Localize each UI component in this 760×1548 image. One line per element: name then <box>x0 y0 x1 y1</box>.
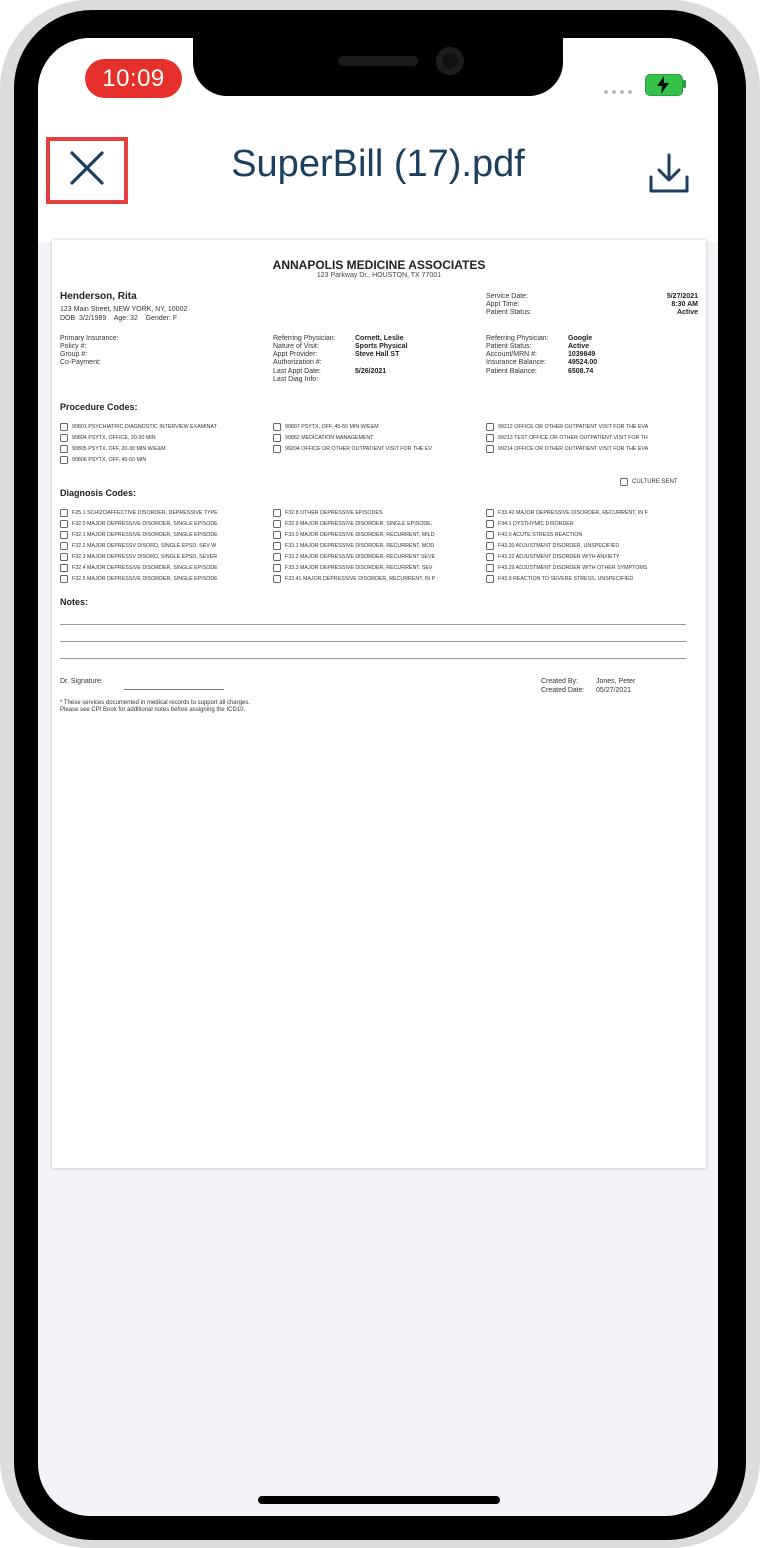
account-value: Active <box>568 343 590 350</box>
footnote: * These services documented in medical records to support all charges. <box>60 700 250 706</box>
checkbox[interactable] <box>486 445 494 453</box>
procedure-code-item[interactable]: 99214 OFFICE OR OTHER OUTPATIENT VISIT FOR THE EVA <box>486 444 648 454</box>
checkbox[interactable] <box>273 564 281 572</box>
checkbox[interactable] <box>60 520 68 528</box>
screen <box>38 38 718 1516</box>
procedure-code-item[interactable]: 90805 PSYTX, OFF, 20-30 MIN W/E&M <box>60 444 166 454</box>
service-label: Service Date: <box>486 293 529 300</box>
diagnosis-code-item[interactable]: F33.0 MAJOR DEPRESSIVE DISORDER, RECURRENT, MILD <box>273 530 435 540</box>
diagnosis-code-item[interactable]: F43.9 REACTION TO SEVERE STRESS, UNSPECIFIED <box>486 574 633 584</box>
checkbox[interactable] <box>273 520 281 528</box>
service-label: Patient Status: <box>486 309 532 316</box>
diagnosis-code-item[interactable]: F33.41 MAJOR DEPRESSIVE DISORDER, RECURRENT, IN P <box>273 574 435 584</box>
checkbox[interactable] <box>273 575 281 583</box>
download-button[interactable] <box>645 149 693 197</box>
close-button[interactable] <box>66 147 108 189</box>
notes-line <box>60 624 686 625</box>
patient-dob: DOB 3/2/1989 Age: 32 Gender: F <box>60 315 178 322</box>
checkbox[interactable] <box>486 564 494 572</box>
procedure-code-item[interactable]: 90862 MEDICATION MANAGEMENT <box>273 433 374 443</box>
pdf-viewer-header <box>38 130 718 242</box>
speaker-grille <box>338 56 418 66</box>
service-value: 5/27/2021 <box>666 293 698 300</box>
checkbox[interactable] <box>60 423 68 431</box>
checkbox[interactable] <box>273 553 281 561</box>
referring-value: 5/26/2021 <box>355 368 387 375</box>
account-label: Patient Balance: <box>486 368 537 375</box>
notes-heading: Notes: <box>60 597 89 607</box>
download-icon <box>645 149 693 197</box>
referring-label: Last Appt Date: <box>273 368 321 375</box>
home-indicator[interactable] <box>258 1496 500 1504</box>
culture-sent-checkbox[interactable]: CULTURE SENT <box>620 477 678 487</box>
referring-value: Steve Hall ST <box>355 351 400 358</box>
checkbox[interactable] <box>60 531 68 539</box>
diagnosis-code-item[interactable]: F33.2 MAJOR DEPRESSIVE DISORDER, RECURRENT SEVE <box>273 552 435 562</box>
practice-address: 123 Parkway Dr., HOUSTON, TX 77001 <box>316 272 442 279</box>
checkbox[interactable] <box>273 445 281 453</box>
diagnosis-code-item[interactable]: F32.3 MAJOR DEPRESSV DISORD, SINGLE EPSD, SEVER <box>60 552 217 562</box>
account-label: Patient Status: <box>486 343 532 350</box>
service-value: 8:30 AM <box>671 301 698 308</box>
footnote: Please see CPI Book for additional notes before assigning the ICD10. <box>60 707 246 713</box>
insurance-label: Primary Insurance: <box>60 335 119 342</box>
insurance-label: Group #: <box>60 351 88 358</box>
practice-name: ANNAPOLIS MEDICINE ASSOCIATES <box>272 258 486 272</box>
diagnosis-code-item[interactable]: F33.3 MAJOR DEPRESSIVE DISORDER, RECURRENT, SEV <box>273 563 432 573</box>
checkbox[interactable] <box>273 509 281 517</box>
checkbox[interactable] <box>486 520 494 528</box>
status-bar <box>38 38 718 130</box>
page-title: SuperBill (17).pdf <box>231 143 525 185</box>
diagnosis-code-item[interactable]: F32.8 OTHER DEPRESSIVE EPISODES <box>273 508 382 518</box>
diagnosis-code-item[interactable]: F32.1 MAJOR DEPRESSIVE DISORDER, SINGLE EPISODE <box>60 530 218 540</box>
status-time[interactable]: 10:09 <box>85 59 182 98</box>
checkbox[interactable] <box>486 434 494 442</box>
checkbox[interactable] <box>486 531 494 539</box>
created-date-value: 05/27/2021 <box>596 687 632 694</box>
referring-label: Referring Physician: <box>273 335 336 342</box>
diagnosis-code-item[interactable]: F43.22 ADJUSTMENT DISORDER WITH ANXIETY <box>486 552 619 562</box>
patient-name: Henderson, Rita <box>60 291 137 302</box>
insurance-label: Co-Payment: <box>60 359 101 366</box>
procedure-code-item[interactable]: 90804 PSYTX, OFFICE, 20-30 MIN <box>60 433 156 443</box>
insurance-label: Policy #: <box>60 343 87 350</box>
checkbox[interactable] <box>60 564 68 572</box>
diagnosis-code-item[interactable]: F32.0 MAJOR DEPRESSIVE DISORDER, SINGLE EPISODE <box>60 519 218 529</box>
referring-label: Last Diag Info: <box>273 376 319 383</box>
checkbox[interactable] <box>486 509 494 517</box>
procedure-code-item[interactable]: 99212 OFFICE OR OTHER OUTPATIENT VISIT FOR THE EVA <box>486 422 648 432</box>
signature-line <box>124 689 224 690</box>
notes-line <box>60 641 686 642</box>
procedure-code-item[interactable]: 99213 TEST OFFICE OR OTHER OUTPATIENT VISIT FOR TH <box>486 433 648 443</box>
checkbox[interactable] <box>273 423 281 431</box>
procedure-code-item[interactable]: 90801 PSYCHIATRIC DIAGNOSTIC INTERVIEW EXAMINAT <box>60 422 217 432</box>
account-label: Account/MRN #: <box>486 351 537 358</box>
diagnosis-code-item[interactable]: F34.1 DYSTHYMIC DISORDER <box>486 519 574 529</box>
front-camera <box>436 47 464 75</box>
created-by-label: Created By: <box>541 678 578 685</box>
checkbox[interactable] <box>60 456 68 464</box>
checkbox[interactable] <box>486 553 494 561</box>
close-icon <box>66 147 108 189</box>
account-value: 1039849 <box>568 351 596 358</box>
diagnosis-code-item[interactable]: F32.9 MAJOR DEPRESSIVE DISORDER, SINGLE EPISODE, <box>273 519 432 529</box>
diagnosis-code-item[interactable]: F33.1 MAJOR DEPRESSIVE DISORDER, RECURRENT, MOD <box>273 541 434 551</box>
notch <box>193 38 563 96</box>
notes-line <box>60 658 686 659</box>
checkbox[interactable] <box>273 531 281 539</box>
service-label: Appt Time: <box>486 301 520 308</box>
diagnosis-code-item[interactable]: F43.0 ACUTE STRESS REACTION <box>486 530 582 540</box>
account-label: Insurance Balance: <box>486 359 546 366</box>
checkbox[interactable] <box>486 575 494 583</box>
battery-tip <box>683 80 686 88</box>
checkbox[interactable] <box>60 575 68 583</box>
signal-icon <box>604 90 634 96</box>
checkbox[interactable] <box>60 553 68 561</box>
pdf-page[interactable] <box>52 240 706 1168</box>
checkbox[interactable] <box>486 423 494 431</box>
account-value: Google <box>568 335 593 342</box>
referring-label: Nature of Visit: <box>273 343 319 350</box>
checkbox[interactable] <box>273 434 281 442</box>
service-value: Active <box>676 309 698 316</box>
checkbox[interactable] <box>273 542 281 550</box>
referring-value: Cornett, Leslie <box>355 335 404 342</box>
diagnosis-codes-heading: Diagnosis Codes: <box>60 488 137 498</box>
referring-value: Sports Physical <box>355 343 408 350</box>
procedure-code-item[interactable]: 99204 OFFICE OR OTHER OUTPATIENT VISIT FOR THE EV <box>273 444 432 454</box>
signature-label: Dr. Signature: <box>60 678 103 685</box>
diagnosis-code-item[interactable]: F32.5 MAJOR DEPRESSIVE DISORDER, SINGLE EPISODE <box>60 574 218 584</box>
referring-label: Authorization #: <box>273 359 322 366</box>
checkbox[interactable] <box>60 445 68 453</box>
diagnosis-code-item[interactable]: F43.29 ADJUSTMENT DISORDER WITH OTHER SYMPTOMS <box>486 563 647 573</box>
patient-address: 123 Main Street, NEW YORK, NY, 10002 <box>60 306 188 313</box>
checkbox[interactable] <box>60 509 68 517</box>
procedure-codes-heading: Procedure Codes: <box>60 402 138 412</box>
checkbox[interactable] <box>486 542 494 550</box>
procedure-code-item[interactable]: 90807 PSYTX, OFF, 45-50 MIN W/E&M <box>273 422 379 432</box>
checkbox[interactable] <box>60 434 68 442</box>
procedure-code-item[interactable]: 90806 PSYTX, OFF, 45-50 MIN <box>60 455 146 465</box>
diagnosis-code-item[interactable]: F33.42 MAJOR DEPRESSIVE DISORDER, RECURRENT, IN F <box>486 508 648 518</box>
account-value: 49524.00 <box>568 359 598 366</box>
referring-label: Appt Provider: <box>273 351 318 358</box>
diagnosis-code-item[interactable]: F32.2 MAJOR DEPRESSV DISORD, SINGLE EPSD, SEV W <box>60 541 216 551</box>
checkbox[interactable] <box>620 478 628 486</box>
diagnosis-code-item[interactable]: F43.20 ADJUSTMENT DISORDER, UNSPECIFIED <box>486 541 619 551</box>
created-date-label: Created Date: <box>541 687 585 694</box>
account-label: Referring Physician: <box>486 335 549 342</box>
account-value: 6508.74 <box>568 368 594 375</box>
created-by-value: Jones, Peter <box>596 678 636 685</box>
diagnosis-code-item[interactable]: F25.1 SCHIZOAFFECTIVE DISORDER, DEPRESSIVE TYPE <box>60 508 218 518</box>
checkbox[interactable] <box>60 542 68 550</box>
diagnosis-code-item[interactable]: F32.4 MAJOR DEPRESSIVE DISORDER, SINGLE EPISODE <box>60 563 218 573</box>
battery-icon <box>645 74 683 96</box>
